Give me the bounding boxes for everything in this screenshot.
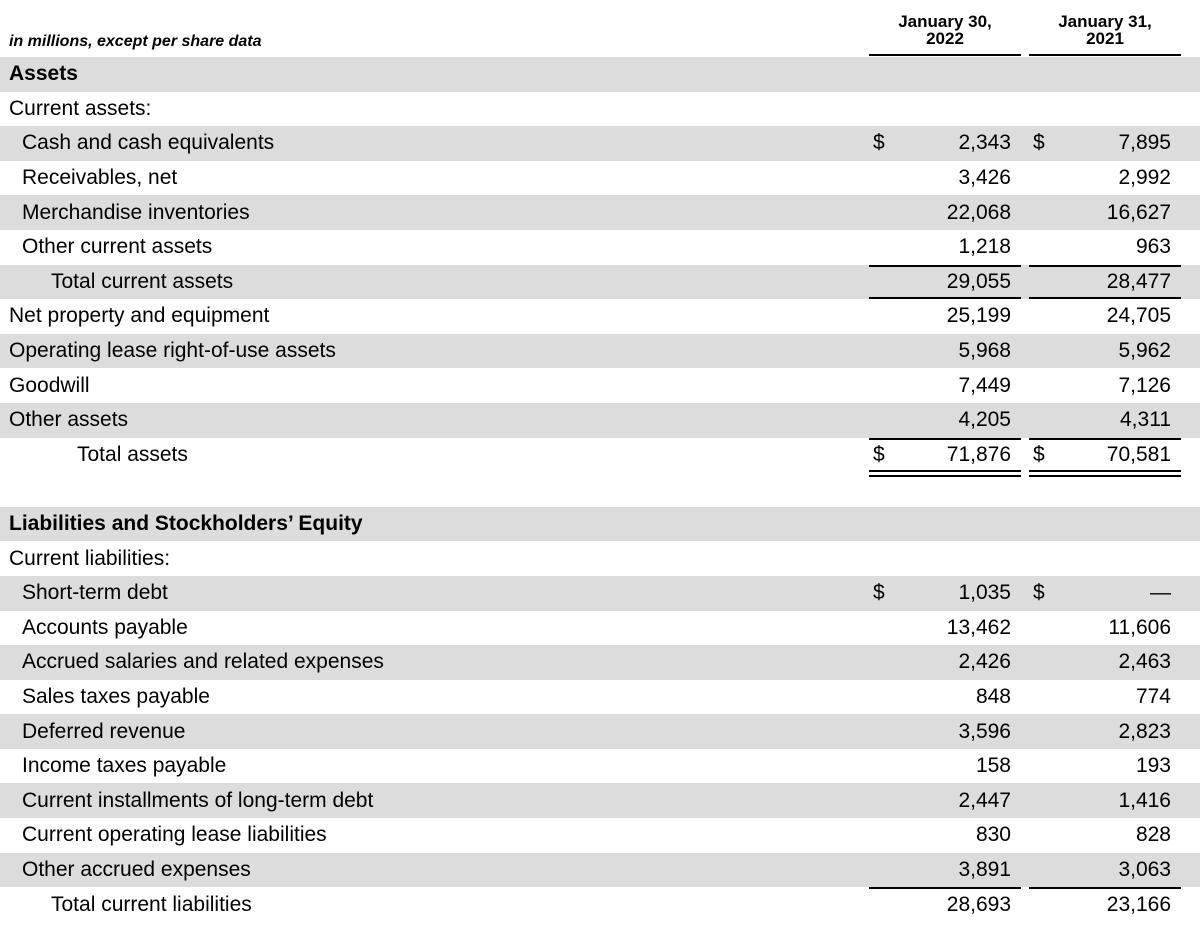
row-label: Current liabilities: bbox=[9, 546, 171, 570]
value-2021: 828 bbox=[1135, 823, 1171, 847]
row-label: Income taxes payable bbox=[22, 754, 227, 778]
value-2022: 5,968 bbox=[958, 339, 1011, 363]
row-label: Cash and cash equivalents bbox=[22, 131, 275, 155]
table-row bbox=[0, 334, 1200, 369]
value-2022: 848 bbox=[975, 684, 1011, 708]
value-2021: 774 bbox=[1135, 684, 1171, 708]
row-label: Liabilities and Stockholders’ Equity bbox=[9, 512, 363, 536]
value-2021: 7,126 bbox=[1118, 373, 1171, 397]
value-2021: 963 bbox=[1135, 235, 1171, 259]
value-2022: 1,035 bbox=[958, 581, 1011, 605]
currency-symbol: $ bbox=[1033, 442, 1045, 466]
table-row bbox=[0, 126, 1200, 161]
value-2022: 2,447 bbox=[958, 788, 1011, 812]
value-2021: 193 bbox=[1135, 754, 1171, 778]
value-2021: 3,063 bbox=[1118, 857, 1171, 881]
table-row bbox=[0, 680, 1200, 715]
table-row bbox=[0, 576, 1200, 611]
value-2021: 2,823 bbox=[1118, 719, 1171, 743]
value-2022: 3,891 bbox=[958, 857, 1011, 881]
table-row bbox=[0, 438, 1200, 473]
row-label: Current assets: bbox=[9, 96, 152, 120]
column-header-2022-line1: January 30, bbox=[898, 12, 992, 31]
value-2022: 13,462 bbox=[946, 615, 1011, 639]
value-2022: 7,449 bbox=[958, 373, 1011, 397]
value-2022: 2,426 bbox=[958, 650, 1011, 674]
row-label: Goodwill bbox=[9, 373, 90, 397]
statement-table bbox=[0, 57, 1200, 922]
row-label: Receivables, net bbox=[22, 166, 178, 190]
table-row bbox=[0, 887, 1200, 922]
table-row bbox=[0, 783, 1200, 818]
currency-symbol: $ bbox=[873, 581, 885, 605]
value-2021: 2,463 bbox=[1118, 650, 1171, 674]
value-2022: 29,055 bbox=[946, 269, 1011, 293]
table-row bbox=[0, 92, 1200, 127]
value-2022: 25,199 bbox=[946, 304, 1011, 328]
value-2022: 3,426 bbox=[958, 166, 1011, 190]
subtotal-rule bbox=[1029, 887, 1181, 889]
table-row bbox=[0, 645, 1200, 680]
value-2022: 1,218 bbox=[958, 235, 1011, 259]
table-row bbox=[0, 541, 1200, 576]
value-2022: 22,068 bbox=[946, 200, 1011, 224]
value-2022: 28,693 bbox=[946, 892, 1011, 916]
column-header-2021-year: 2021 bbox=[1086, 29, 1124, 48]
column-header-2022 bbox=[869, 13, 1021, 48]
column-header-2021 bbox=[1029, 13, 1181, 48]
value-2021: 16,627 bbox=[1106, 200, 1171, 224]
currency-symbol: $ bbox=[873, 131, 885, 155]
row-label: Total assets bbox=[77, 442, 188, 466]
value-2021: 4,311 bbox=[1120, 408, 1171, 432]
row-label: Deferred revenue bbox=[22, 719, 186, 743]
table-row bbox=[0, 714, 1200, 749]
value-2022: 71,876 bbox=[946, 442, 1011, 466]
value-2022: 2,343 bbox=[958, 131, 1011, 155]
table-row bbox=[0, 507, 1200, 542]
value-2022: 158 bbox=[975, 754, 1011, 778]
column-header-rule bbox=[869, 54, 1021, 56]
row-label: Operating lease right-of-use assets bbox=[9, 339, 336, 363]
row-label: Short-term debt bbox=[22, 581, 168, 605]
table-row bbox=[0, 611, 1200, 646]
value-2021: 28,477 bbox=[1106, 269, 1171, 293]
table-row bbox=[0, 195, 1200, 230]
column-header-rule bbox=[1029, 54, 1181, 56]
value-2021: 11,606 bbox=[1108, 615, 1171, 639]
subtotal-rule bbox=[869, 265, 1021, 267]
table-row bbox=[0, 368, 1200, 403]
value-2021: 2,992 bbox=[1118, 166, 1171, 190]
currency-symbol: $ bbox=[1033, 581, 1045, 605]
table-row bbox=[0, 299, 1200, 334]
row-label: Merchandise inventories bbox=[22, 200, 250, 224]
row-label: Other assets bbox=[9, 408, 129, 432]
row-label: Sales taxes payable bbox=[22, 684, 210, 708]
row-label: Total current assets bbox=[51, 269, 234, 293]
subtotal-rule bbox=[869, 887, 1021, 889]
value-2021: 70,581 bbox=[1106, 442, 1171, 466]
row-label: Accounts payable bbox=[22, 615, 188, 639]
subtotal-rule bbox=[869, 438, 1021, 440]
value-2021: 1,416 bbox=[1118, 788, 1171, 812]
table-row bbox=[0, 230, 1200, 265]
value-2021: 23,166 bbox=[1106, 892, 1171, 916]
column-header-2021-line1: January 31, bbox=[1058, 12, 1152, 31]
value-2021: 5,962 bbox=[1118, 339, 1171, 363]
units-note: in millions, except per share data bbox=[9, 33, 262, 50]
value-2022: 4,205 bbox=[958, 408, 1011, 432]
table-row bbox=[0, 57, 1200, 92]
currency-symbol: $ bbox=[873, 442, 885, 466]
table-row bbox=[0, 265, 1200, 300]
spacer-row bbox=[0, 472, 1200, 507]
subtotal-rule bbox=[1029, 438, 1181, 440]
row-label: Other accrued expenses bbox=[22, 857, 251, 881]
value-2022: 830 bbox=[975, 823, 1011, 847]
value-2022: 3,596 bbox=[958, 719, 1011, 743]
row-label: Current installments of long-term debt bbox=[22, 788, 374, 812]
row-label: Other current assets bbox=[22, 235, 213, 259]
row-label: Assets bbox=[9, 62, 78, 86]
table-row bbox=[0, 749, 1200, 784]
table-row bbox=[0, 403, 1200, 438]
row-label: Total current liabilities bbox=[51, 892, 252, 916]
row-label: Net property and equipment bbox=[9, 304, 270, 328]
row-label: Accrued salaries and related expenses bbox=[22, 650, 384, 674]
column-header-2022-year: 2022 bbox=[926, 29, 964, 48]
subtotal-rule bbox=[1029, 265, 1181, 267]
currency-symbol: $ bbox=[1033, 131, 1045, 155]
value-2021: 24,705 bbox=[1106, 304, 1171, 328]
row-label: Current operating lease liabilities bbox=[22, 823, 327, 847]
table-row bbox=[0, 818, 1200, 853]
value-2021: — bbox=[1150, 581, 1171, 605]
table-row bbox=[0, 161, 1200, 196]
table-row bbox=[0, 853, 1200, 888]
value-2021: 7,895 bbox=[1118, 131, 1171, 155]
